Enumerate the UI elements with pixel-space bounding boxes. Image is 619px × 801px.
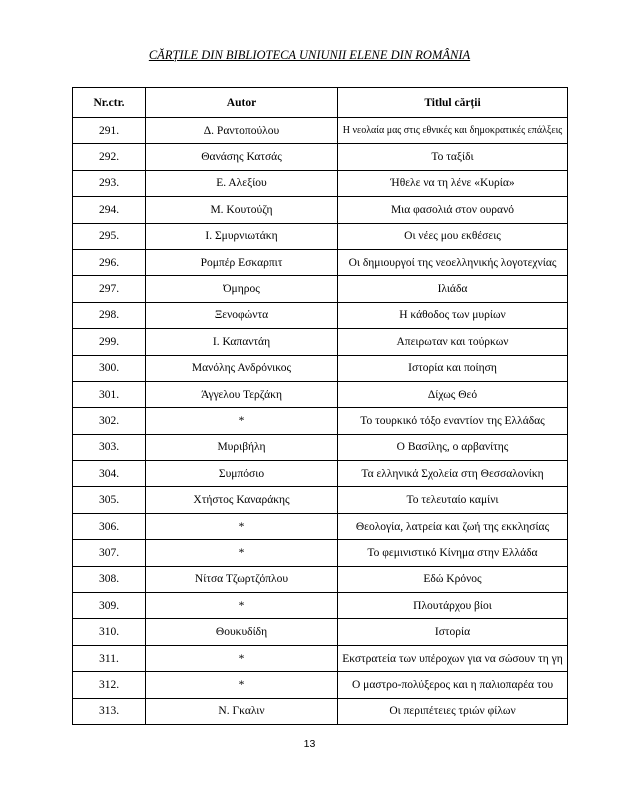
table-row (73, 144, 568, 170)
cell-title: Εδώ Κρόνος (338, 566, 568, 592)
table-row (73, 249, 568, 275)
cell-title: Οι νέες μου εκθέσεις (338, 223, 568, 249)
cell-author: Θουκυδίδη (146, 619, 338, 645)
cell-title: Η κάθοδος των μυρίων (338, 302, 568, 328)
cell-nr: 305. (73, 487, 146, 513)
cell-title: Το φεμινιστικό Κίνημα στην Ελλάδα (338, 540, 568, 566)
cell-title: Εκστρατεία των υπέροχων για να σώσουν τη γη (338, 645, 568, 671)
cell-nr: 302. (73, 408, 146, 434)
cell-nr: 300. (73, 355, 146, 381)
cell-author: Δ. Ραντοπούλου (146, 118, 338, 144)
table-row (73, 355, 568, 381)
cell-nr: 309. (73, 593, 146, 619)
cell-nr: 298. (73, 302, 146, 328)
cell-author: Άγγελου Τερζάκη (146, 381, 338, 407)
cell-nr: 311. (73, 645, 146, 671)
cell-title: Απειρωταν και τούρκων (338, 329, 568, 355)
header-nr: Nr.ctr. (73, 88, 146, 118)
table-row (73, 513, 568, 539)
table-row (73, 593, 568, 619)
cell-nr: 307. (73, 540, 146, 566)
cell-author: Μυριβήλη (146, 434, 338, 460)
table-row (73, 408, 568, 434)
cell-nr: 295. (73, 223, 146, 249)
cell-author: Ι. Καπαντάη (146, 329, 338, 355)
cell-author: * (146, 593, 338, 619)
cell-nr: 312. (73, 672, 146, 698)
cell-author: * (146, 513, 338, 539)
table-row (73, 540, 568, 566)
cell-title: Ο Βασίλης, ο αρβανίτης (338, 434, 568, 460)
header-author: Autor (146, 88, 338, 118)
cell-nr: 306. (73, 513, 146, 539)
cell-author: Ν. Γκαλιν (146, 698, 338, 724)
cell-title: Δίχως Θεό (338, 381, 568, 407)
cell-author: Μ. Κουτούζη (146, 197, 338, 223)
table-row (73, 461, 568, 487)
cell-author: Ε. Αλεξίου (146, 170, 338, 196)
cell-nr: 313. (73, 698, 146, 724)
table-row (73, 645, 568, 671)
cell-nr: 304. (73, 461, 146, 487)
cell-title: Ήθελε να τη λένε «Κυρία» (338, 170, 568, 196)
cell-author: Ρομπέρ Εσκαρπιτ (146, 249, 338, 275)
cell-title: Πλουτάρχου βίοι (338, 593, 568, 619)
cell-title: Το τελευταίο καμίνι (338, 487, 568, 513)
table-row (73, 197, 568, 223)
table-row (73, 619, 568, 645)
table-row (73, 566, 568, 592)
cell-title: Το τουρκικό τόξο εναντίον της Ελλάδας (338, 408, 568, 434)
books-table (72, 87, 568, 725)
table-row (73, 487, 568, 513)
table-row (73, 118, 568, 144)
cell-nr: 297. (73, 276, 146, 302)
cell-author: * (146, 672, 338, 698)
cell-author: Μανόλης Ανδρόνικος (146, 355, 338, 381)
cell-nr: 310. (73, 619, 146, 645)
cell-nr: 293. (73, 170, 146, 196)
cell-title: Ιστορία (338, 619, 568, 645)
cell-author: Συμπόσιο (146, 461, 338, 487)
page-title: CĂRȚILE DIN BIBLIOTECA UNIUNII ELENE DIN ROMÂNIA (148, 48, 471, 62)
cell-author: * (146, 645, 338, 671)
cell-title: Θεολογία, λατρεία και ζωή της εκκλησίας (338, 513, 568, 539)
cell-author: Θανάσης Κατσάς (146, 144, 338, 170)
table-row (73, 329, 568, 355)
cell-nr: 301. (73, 381, 146, 407)
cell-title: Μια φασολιά στον ουρανό (338, 197, 568, 223)
cell-author: Χτήστος Καναράκης (146, 487, 338, 513)
table-row (73, 170, 568, 196)
cell-title: Ιστορία και ποίηση (338, 355, 568, 381)
cell-nr: 294. (73, 197, 146, 223)
cell-author: * (146, 540, 338, 566)
table-row (73, 223, 568, 249)
cell-nr: 299. (73, 329, 146, 355)
cell-author: Ι. Σμυρνιωτάκη (146, 223, 338, 249)
table-row (73, 434, 568, 460)
cell-author: Όμηρος (146, 276, 338, 302)
cell-title: Οι δημιουργοί της νεοελληνικής λογοτεχνίας (338, 249, 568, 275)
cell-title: Ιλιάδα (338, 276, 568, 302)
table-header-row (73, 88, 568, 118)
table-row (73, 698, 568, 724)
cell-author: Ξενοφώντα (146, 302, 338, 328)
table-row (73, 302, 568, 328)
header-title: Titlul cărții (338, 88, 568, 118)
cell-nr: 291. (73, 118, 146, 144)
page-number: 13 (303, 738, 316, 750)
cell-title: Οι περιπέτειες τριών φίλων (338, 698, 568, 724)
cell-author: * (146, 408, 338, 434)
cell-title: Τα ελληνικά Σχολεία στη Θεσσαλονίκη (338, 461, 568, 487)
cell-nr: 292. (73, 144, 146, 170)
cell-title: Το ταξίδι (338, 144, 568, 170)
cell-nr: 296. (73, 249, 146, 275)
table-row (73, 276, 568, 302)
cell-author: Νίτσα Τζωρτζόπλου (146, 566, 338, 592)
cell-nr: 308. (73, 566, 146, 592)
table-row (73, 381, 568, 407)
cell-nr: 303. (73, 434, 146, 460)
cell-title: Η νεολαία μας στις εθνικές και δημοκρατικές επάλξεις (338, 118, 568, 144)
table-row (73, 672, 568, 698)
cell-title: Ο μαστρο-πολύξερος και η παλιοπαρέα του (338, 672, 568, 698)
